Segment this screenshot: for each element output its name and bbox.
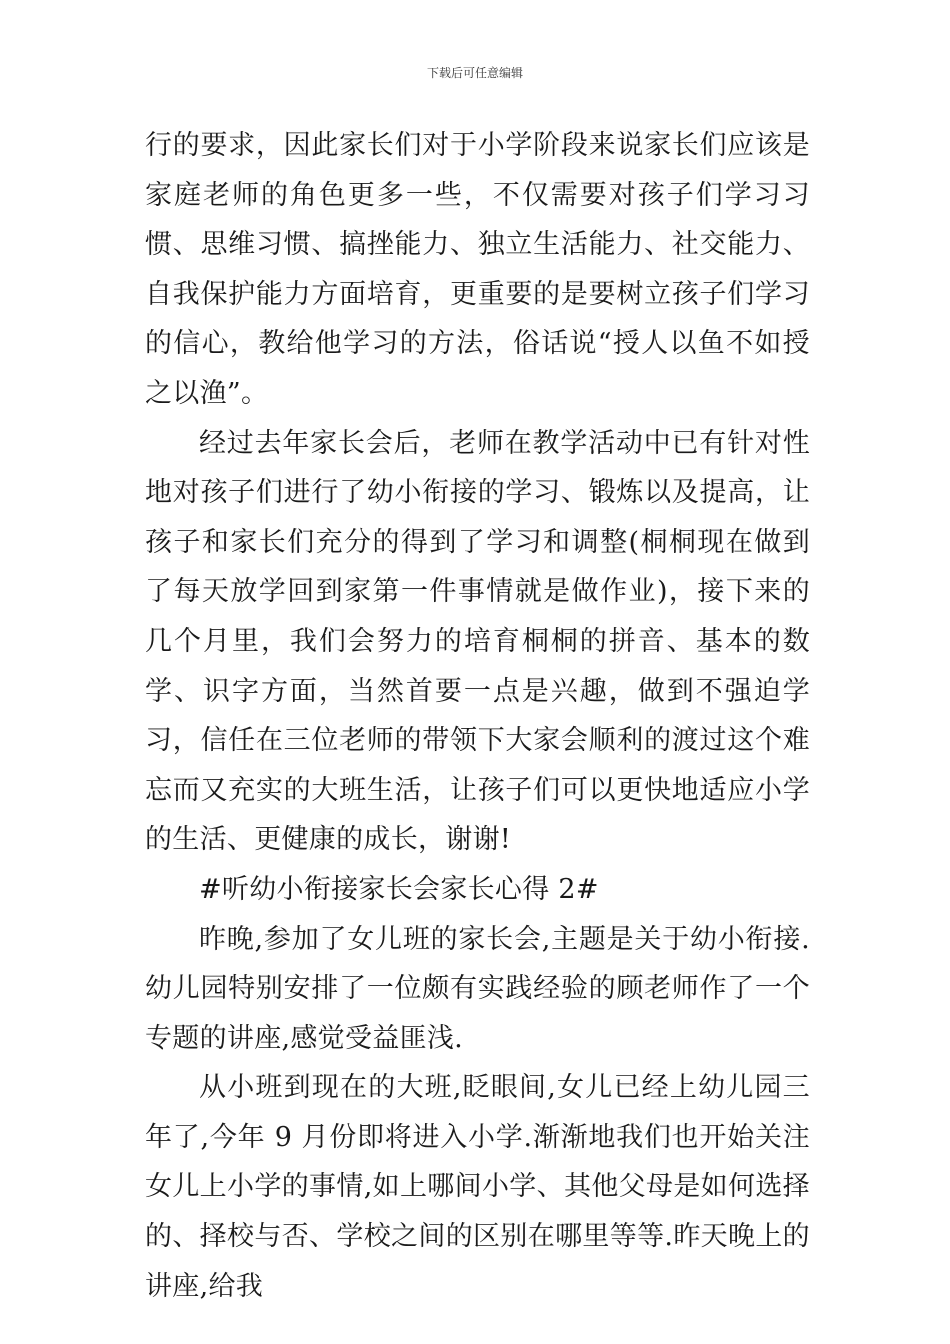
- page-header: 下载后可任意编辑: [426, 66, 523, 80]
- paragraph-2: 经过去年家长会后，老师在教学活动中已有针对性地对孩子们进行了幼小衔接的学习、锻炼以及提高，让孩子和家长们充分的得到了学习和调整(桐桐现在做到了每天放学回到家第一件事情就是做作业)，接下来的几个月里，我们会努力的培育桐桐的拼音、基本的数学、识字方面，当然首要一点是兴趣，做到不强迫学习，信任在三位老师的带领下大家会顺利的渡过这个难忘而又充实的大班生活，让孩子们可以更快地适应小学的生活、更健康的成长，谢谢!: [145, 427, 810, 856]
- paragraph-4: 从小班到现在的大班,眨眼间,女儿已经上幼儿园三年了,今年 9 月份即将进入小学.渐渐地我们也开始关注女儿上小学的事情,如上哪间小学、其他父母是如何选择的、择校与否、学校之间的区别在哪里等等.昨天晚上的讲座,给我: [145, 1072, 810, 1302]
- document-body: [145, 121, 810, 1311]
- paragraph-1: 行的要求，因此家长们对于小学阶段来说家长们应该是家庭老师的角色更多一些，不仅需要对孩子们学习习惯、思维习惯、搞挫能力、独立生活能力、社交能力、自我保护能力方面培育，更重要的是要树立孩子们学习的信心，教给他学习的方法，俗话说“授人以鱼不如授之以渔”。: [145, 130, 810, 409]
- paragraph-3: 昨晚,参加了女儿班的家长会,主题是关于幼小衔接.幼儿园特别安排了一位颇有实践经验的顾老师作了一个专题的讲座,感觉受益匪浅.: [145, 923, 810, 1054]
- section-heading: #听幼小衔接家长会家长心得 2#: [199, 873, 599, 905]
